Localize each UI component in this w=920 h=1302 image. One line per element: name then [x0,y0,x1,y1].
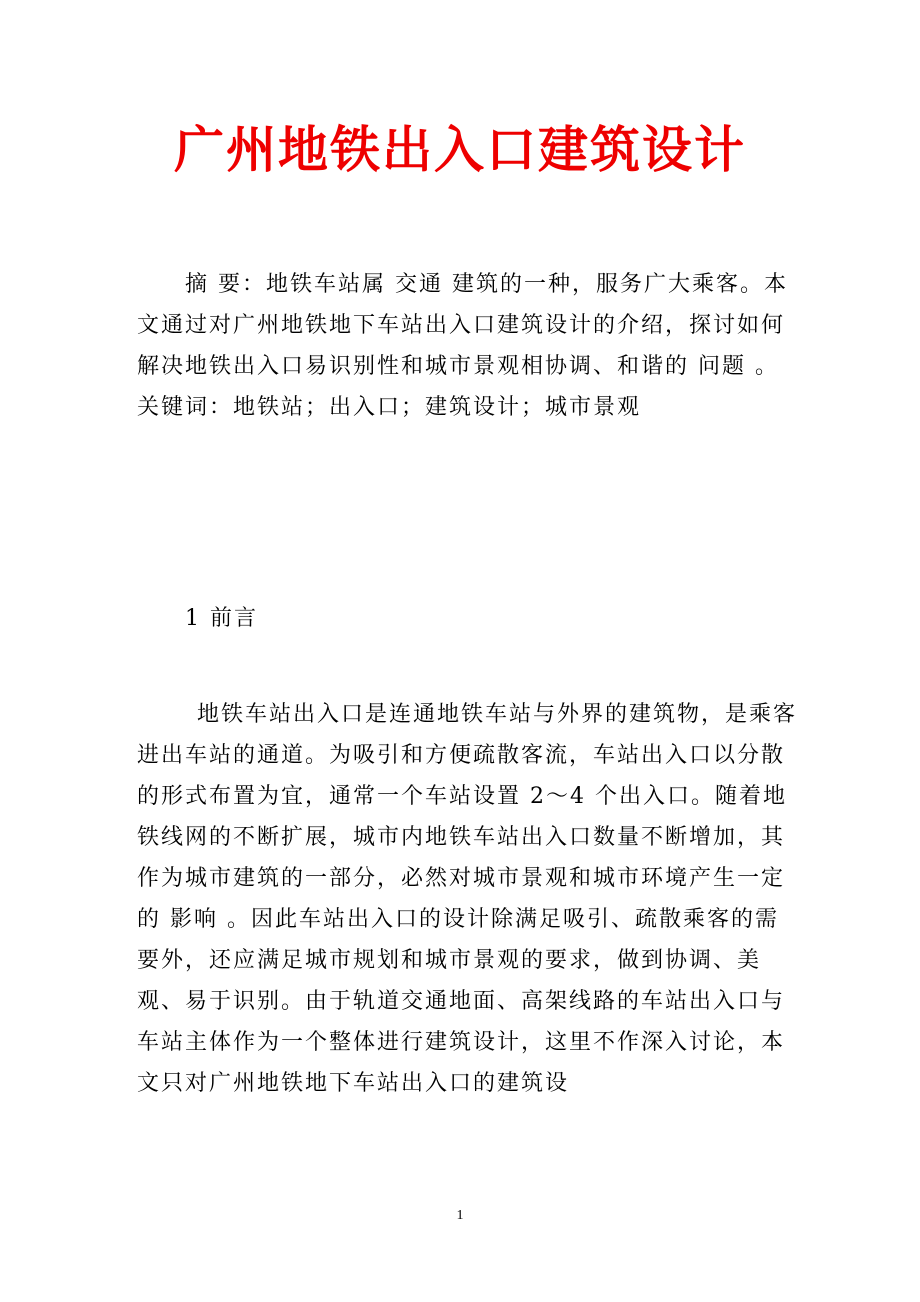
section-heading: 1 前言 [185,606,258,631]
page-number: 1 [456,1208,464,1223]
abstract-block [137,264,797,428]
abstract-paragraph: 摘 要：地铁车站属 交通 建筑的一种，服务广大乘客。本文通过对广州地铁地下车站出入口建筑设计的介绍，探讨如何解决地铁出入口易识别性和城市景观相协调、和谐的 问题 。关键词：地铁站；出入口；建筑设计；城市景观 [137,272,788,420]
section-body [137,694,797,1104]
section-paragraph: 地铁车站出入口是连通地铁车站与外界的建筑物，是乘客进出车站的通道。为吸引和方便疏散客流，车站出入口以分散的形式布置为宜，通常一个车站设置 2～4 个出入口。随着地铁线网的不断扩展，城市内地铁车站出入口数量不断增加，其作为城市建筑的一部分，必然对城市景观和城市环境产生一定的 影响 。因此车站出入口的设计除满足吸引、疏散乘客的需要外，还应满足城市规划和城市景观的要求，做到协调、美观、易于识别。由于轨道交通地面、高架线路的车站出入口与车站主体作为一个整体进行建筑设计，这里不作深入讨论，本文只对广州地铁地下车站出入口的建筑设 [137,702,798,1096]
document-title: 广州地铁出入口建筑设计 [174,121,746,179]
